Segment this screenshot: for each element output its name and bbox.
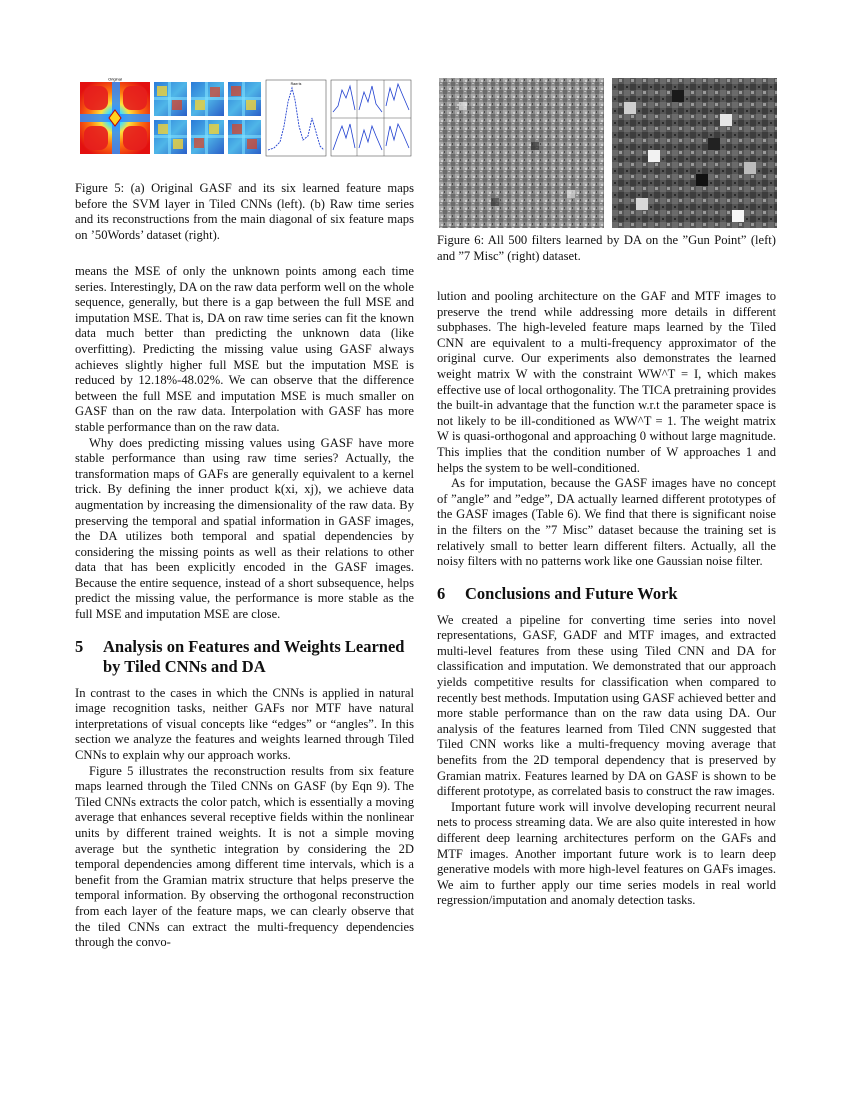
section-6-heading xyxy=(437,584,776,604)
left-paragraph-4: Figure 5 illustrates the reconstruction results from six feature maps learned through the Tiled CNNs on GASF (by Eqn 9). The Tiled CNNs extracts the color patch, which is essentially a moving average that enhances several receptive fields within the nonlinear units by different trained weights. It is not a simple moving average but the synthetic integration by considering the 2D temporal dependencies among different time intervals, which is a benefit from the Gramian matrix structure that helps preserve the temporal information. By observing the orthogonal reconstruction from each layer of the feature maps, we can clearly observe that the tiled CNNs can extract the multi-frequency dependencies through the convo- xyxy=(75,763,414,950)
left-paragraph-2: Why does predicting missing values using GASF have more stable performance than using raw time series? Actually, the transformation maps of GAFs are generally equivalent to a kernel trick. By defining the inner product k(xi, xj), we achieve data augmentation by increasing the dimensionality of the raw data. By preserving the temporal and spatial information in GASF images, the DA utilizes both temporal and spatial dependencies by considering the missing points as well as their relations to other data that has been explicitly encoded in the GASF images. Because the entire sequence, instead of a short subsequence, helps predict the missing value, the performance is more stable as the full MSE and imputation MSE are close. xyxy=(75,435,414,622)
raw-ts-plot xyxy=(266,80,326,156)
figure-5-image xyxy=(76,76,416,160)
right-paragraph-2: As for imputation, because the GASF images have no concept of ”angle” and ”edge”, DA actually learned different prototypes of the GASF images (Table 6). We find that there is significant noise in the filters on the ”7 Misc” dataset because the training set is relatively small to better learn different filters. Actually, all the noisy filters with no patterns work like one Gaussian noise filter. xyxy=(437,476,776,569)
section-6-title: Conclusions and Future Work xyxy=(465,583,678,603)
left-paragraph-1: means the MSE of only the unknown points among each time series. Interestingly, DA on the raw data perform well on the whole sequence, generally, but there is a gap between the full MSE and imputation MSE. That is, DA on raw time series can fit the known data much better than predicting the unknown data (like overfitting). Predicting the missing value using GASF always achieves slightly higher full MSE but the imputation MSE is reduced by 12.18%-48.02%. We can observe that the difference between the full MSE and imputation MSE is much smaller on GASF than on the raw data. Interpolation with GASF has more stable performance than on the raw data. xyxy=(75,264,414,434)
section-5-number: 5 xyxy=(75,636,84,656)
figure-6 xyxy=(439,78,777,228)
section-5-title-line-2: by Tiled CNNs and DA xyxy=(103,656,266,676)
reconstruction-plots xyxy=(331,80,411,156)
figure-5 xyxy=(76,76,416,160)
right-paragraph-4: Important future work will involve developing recurrent neural nets to process streaming data. We are also quite interested in how different deep learning architectures perform on the GAFs and MTF images. Another important future work is to learn deep generative models with more high-level features on GAFs images. We aim to further apply our time series models in real world regression/imputation and anomaly detection tasks. xyxy=(437,799,776,908)
left-paragraph-3: In contrast to the cases in which the CNNs is applied in natural image recognition tasks, neither GAFs nor MTF have natural interpretations of visual concepts like “edges” or “angles”. In this section we analyze the features and weights learned through Tiled CNNs to explain why our approach works. xyxy=(75,685,414,763)
right-paragraph-1: lution and pooling architecture on the GAF and MTF images to preserve the trend while addressing more details in different subphases. The high-leveled feature maps learned by the Tiled CNN are equivalent to a multi-frequency approximator of the original curve. Our experiments also demonstrates the learned weight matrix W with the constraint WW^T = I, which makes effective use of local orthogonality. The TICA pretraining provides the built-in advantage that the function w.r.t the parameter space is not likely to be ill-conditioned as WW^T = 1. The weight matrix W is quasi-orthogonal and approaching 0 without large magnitude. This implies that the condition number of W approaches 1 and helps the system to be well-conditioned. xyxy=(437,289,776,475)
feature-maps xyxy=(154,82,261,154)
seven-misc-filters xyxy=(612,78,777,228)
section-5-title-line-1: Analysis on Features and Weights Learned xyxy=(103,636,405,656)
figure-6-image xyxy=(439,78,777,228)
figure-6-caption: Figure 6: All 500 filters learned by DA on the ”Gun Point” (left) and ”7 Misc” (right) dataset. xyxy=(437,233,776,263)
right-column xyxy=(437,289,776,909)
section-5-heading xyxy=(75,637,414,677)
left-column xyxy=(75,264,414,951)
figure-5-caption: Figure 5: (a) Original GASF and its six learned feature maps before the SVM layer in Tiled CNNs (left). (b) Raw time series and its reconstructions from the main diagonal of six feature maps on ’50Words’ dataset (right). xyxy=(75,181,414,242)
original-label: Original xyxy=(108,76,122,82)
right-paragraph-3: We created a pipeline for converting time series into novel representations, GASF, GADF and MTF images, and extracted multi-level features from these using Tiled CNN and DA for classification and imputation. We demonstrated that our approach yields competitive results for classification when compared to recently best methods. Imputation using GASF achieved better and more stable performance than on the raw data using DA. Our analysis of the features learned from Tiled CNN suggested that Tiled CNN works like a multi-frequency moving average that benefits from the 2D temporal dependency that is preserved by Gramian matrix. Features learned by DA on GASF is shown to be different prototype, as correlated basis to construct the raw images. xyxy=(437,612,776,799)
section-6-number: 6 xyxy=(437,583,446,603)
gun-point-filters xyxy=(439,78,604,228)
raw-ts-label: Raw ts xyxy=(290,82,302,86)
original-gasf-panel xyxy=(80,77,150,155)
